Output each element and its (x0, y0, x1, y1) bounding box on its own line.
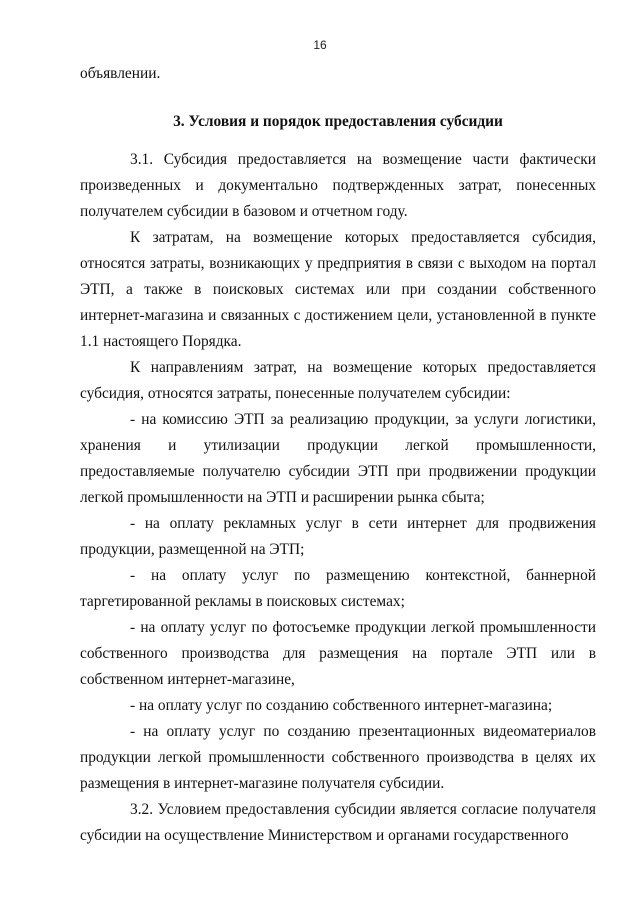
paragraph-3-1: 3.1. Субсидия предоставляется на возмещение части фактически произведенных и документально подтвержденных затрат, понесенных получателем субсидии в базовом и отчетном году. (80, 151, 596, 220)
paragraph-cost-directions: К направлениям затрат, на возмещение которых предоставляется субсидия, относятся затраты, понесенные получателем субсидии: (80, 359, 596, 402)
paragraph-continuation: объявлении. (80, 65, 161, 82)
page-number: 16 (313, 38, 327, 52)
list-item-photography: - на оплату услуг по фотосъемке продукции легкой промышленности собственного производства для размещения на портале ЭТП или в собственном интернет-магазине, (80, 619, 596, 688)
list-item-online-store: - на оплату услуг по созданию собственного интернет-магазина; (130, 697, 553, 714)
list-item-etp-commission: - на комиссию ЭТП за реализацию продукции, за услуги логистики, хранения и утилизации продукции легкой промышленности, предоставляемые получателю субсидии ЭТП при продвижении продукции легкой промышленности на ЭТП и расширении рынка сбыта; (80, 411, 596, 506)
list-item-video-materials: - на оплату услуг по созданию презентационных видеоматериалов продукции легкой промышленности собственного производства в целях их размещения в интернет-магазине получателя субсидии. (80, 723, 596, 792)
section-heading: 3. Условия и порядок предоставления субсидии (173, 113, 503, 130)
list-item-context-advertising: - на оплату услуг по размещению контекстной, баннерной таргетированной рекламы в поисковых системах; (80, 567, 596, 610)
paragraph-costs-definition: К затратам, на возмещение которых предоставляется субсидия, относятся затраты, возникающих у предприятия в связи с выходом на портал ЭТП, а также в поисковых системах или при создании собственного интернет-магазина и связанных с достижением цели, установленной в пункте 1.1 настоящего Порядка. (80, 229, 596, 350)
list-item-internet-advertising: - на оплату рекламных услуг в сети интернет для продвижения продукции, размещенной на ЭТП; (80, 515, 596, 558)
document-body (80, 61, 596, 849)
paragraph-3-2: 3.2. Условием предоставления субсидии является согласие получателя субсидии на осуществление Министерством и органами государственного (80, 801, 596, 844)
